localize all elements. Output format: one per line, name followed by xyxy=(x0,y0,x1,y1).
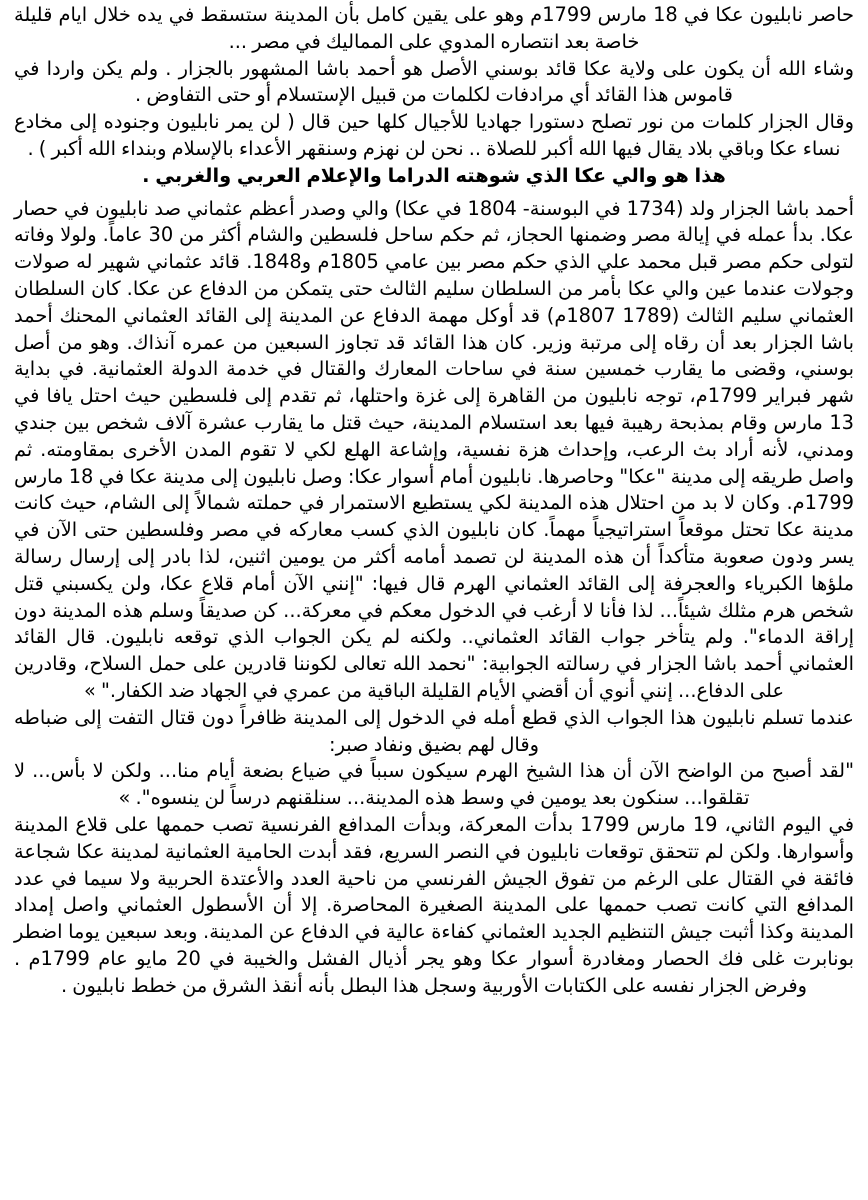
paragraph-napoleon-reaction: عندما تسلم نابليون هذا الجواب الذي قطع أمله في الدخول إلى المدينة ظافراً دون قتال التفت إلى ضباطه وقال لهم بضيق ونفاد صبر: xyxy=(14,705,854,756)
paragraph-siege-intro: حاصر نابليون عكا في 18 مارس 1799م وهو على يقين كامل بأن المدينة ستسقط في يده خلال ايام قليلة خاصة بعد انتصاره المدوي على المماليك في مصر ... xyxy=(14,3,855,53)
paragraph-jazzar-quote: وقال الجزار كلمات من نور تصلح دستورا جهاديا للأجيال كلها حين قال ( لن يمر نابليون وجنوده إلى مخادع نساء عكا وباقي بلاد يقال فيها الله أكبر للصلاة .. نحن لن نهزم وسنقهر الأعداء بالإسلام وبنداء الله أكبر ) . xyxy=(14,110,854,160)
paragraph-biography: أحمد باشا الجزار ولد (1734 في البوسنة- 1804 في عكا) والي وصدر أعظم عثماني صد نابليون في حصار عكا. بدأ عمله في إيالة مصر وضمنها الحجاز، ثم حكم ساحل فلسطين والشام أكثر من 30 عاماً. ولولا وفاته لتولى حكم مصر قبل محمد علي الذي حكم مصر بين عامي 1805م و1848. قائد عثماني شهير له صولات وجولات عندما عين والي عكا بأمر من السلطان سليم الثالث حتى يتمكن من الدفاع عن عكا. كان السلطان العثماني سليم الثالث (1789 1807م) قد أوكل مهمة الدفاع عن المدينة إلى القائد العثماني المحنك أحمد باشا الجزار بعد أن رقاه إلى مرتبة وزير. كان هذا القائد قد تجاوز السبعين من عمره آنذاك. وهو من أصل بوسني، وقضى ما يقارب خمسين سنة في ساحات المعارك والقتال في خدمة الدولة العثمانية. في بداية شهر فبراير 1799م، توجه نابليون من القاهرة إلى غزة واحتلها، ثم تقدم إلى فلسطين حيث احتل يافا في 13 مارس وقام بمذبحة رهيبة فيها بعد استسلام المدينة، حيث قتل ما يقارب عشرة آلاف شخص بين جندي ومدني، لأنه أراد بث الرعب، وإحداث هزة نفسية، وإشاعة الهلع لكي لا تقوم المدن الأخرى بمقاومته. ثم واصل طريقه إلى مدينة "عكا" وحاصرها. نابليون أمام أسوار عكا: وصل نابليون إلى مدينة عكا في 18 مارس 1799م. وكان لا بد من احتلال هذه المدينة لكي يستطيع الاستمرار في حملته شمالاً إلى الشام، حيث كانت مدينة عكا تحتل موقعاً استراتيجياً مهماً. كان نابليون الذي كسب معاركه في مصر وفلسطين حتى الآن في يسر ودون صعوبة متأكداً أن هذه المدينة لن تصمد أمامه أكثر من يومين اثنين، لذا بادر إلى إرسال رسالة ملؤها الكبرياء والعجرفة إلى القائد العثماني الهرم قال فيها: "إنني الآن أمام قلاع عكا، ولن يكسبني قتل شخص هرم مثلك شيئاً... لذا فأنا لا أرغب في الدخول معكم في معركة... كن صديقاً وسلم هذه المدينة دون إراقة الدماء". ولم يتأخر جواب القائد العثماني.. ولكنه لم يكن الجواب الذي توقعه نابليون. قال القائد العثماني أحمد باشا الجزار في رسالته الجوابية: "نحمد الله تعالى لكوننا قادرين على حمل السلاح، وقادرين على الدفاع... إنني أنوي أن أقضي الأيام القليلة الباقية من عمري في الجهاد ضد الكفار." » xyxy=(14,196,855,702)
paragraph-distorted-image: هذا هو والي عكا الذي شوهته الدراما والإعلام العربي والغربي . xyxy=(142,163,726,187)
paragraph-battle-outcome: في اليوم الثاني، 19 مارس 1799 بدأت المعركة، وبدأت المدافع الفرنسية تصب حممها على قلاع المدينة وأسوارها. ولكن لم تتحقق توقعات نابليون في النصر السريع، فقد أبدت الحامية العثمانية لمدينة عكا شجاعة فائقة في القتال على الرغم من تفوق الجيش الفرنسي من ناحية العدد والأعتدة الحربية ولا سيما في عدد المدافع التي كانت تصب حممها على المدينة الصغيرة المحاصرة. إلا أن الأسطول العثماني واصل إمداد المدينة وكذا أثبت جيش التنظيم الجديد العثماني كفاءة عالية في الدفاع عن المدينة. وبعد سبعين يوما اضطر بونابرت غلى فك الحصار ومغادرة أسوار عكا وهو يجر أذيال الفشل والخيبة في 20 مايو عام 1799م . وفرض الجزار نفسه على الكتابات الأوربية وسجل هذا البطل بأنه أنقذ الشرق من خطط نابليون . xyxy=(14,812,854,997)
paragraph-napoleon-quote: "لقد أصبح من الواضح الآن أن هذا الشيخ الهرم سيكون سبباً في ضياع بضعة أيام منا... ولكن لا بأس... لا تقلقوا... سنكون بعد يومين في وسط هذه المدينة... سنلقنهم درساً لن ينسوه". » xyxy=(14,759,854,810)
paragraph-jazzar-governor: وشاء الله أن يكون على ولاية عكا قائد بوسني الأصل هو أحمد باشا المشهور بالجزار . ولم يكن واردا في قاموس هذا القائد أي مرادفات لكلمات من قبيل الإستسلام أو حتى التفاوض . xyxy=(14,56,854,107)
